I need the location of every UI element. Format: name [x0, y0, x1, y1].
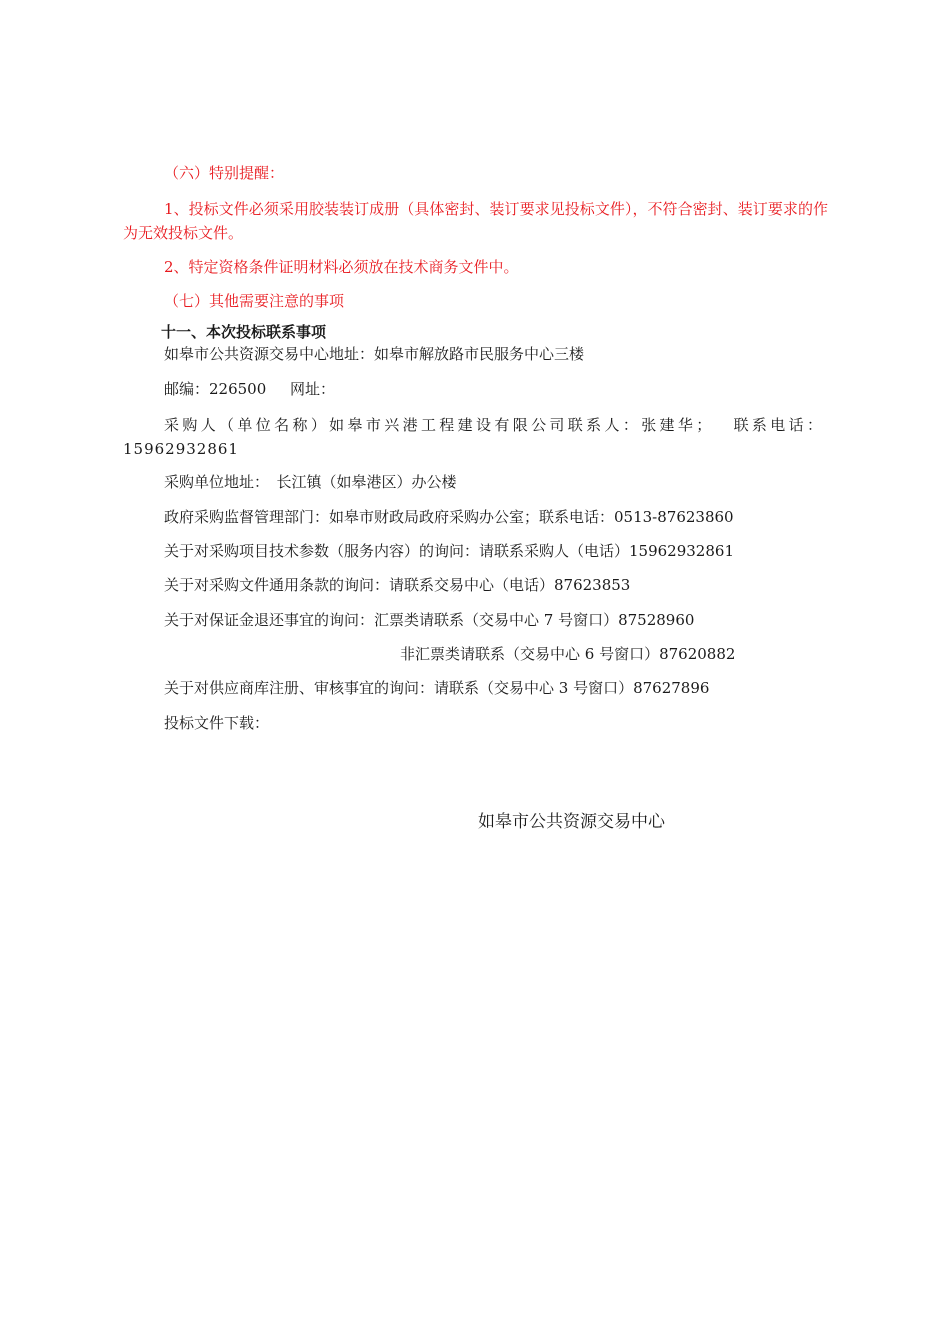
center-address: 如皋市公共资源交易中心地址：如皋市解放路市民服务中心三楼 — [164, 345, 585, 363]
notice-heading: （六）特别提醒： — [164, 164, 285, 182]
deposit-inquiry-2: 非汇票类请联系（交易中心 6 号窗口）87620882 — [400, 645, 736, 663]
tech-inquiry: 关于对采购项目技术参数（服务内容）的询问：请联系采购人（电话）15962932861 — [164, 542, 734, 560]
notice-item-1: 1、投标文件必须采用胶装装订成册（具体密封、装订要求见投标文件），不符合密封、装订要求的作为无效投标文件。 — [123, 200, 828, 242]
signature-org: 如皋市公共资源交易中心 — [478, 812, 665, 832]
postcode: 邮编：226500 — [164, 380, 267, 398]
contact-heading: 十一、本次投标联系事项 — [161, 323, 327, 341]
notice-item-2: 2、特定资格条件证明材料必须放在技术商务文件中。 — [164, 258, 519, 276]
supplier-inquiry: 关于对供应商库注册、审核事宜的询问：请联系（交易中心 3 号窗口）87627896 — [164, 679, 710, 697]
purchaser-address: 采购单位地址： 长江镇（如皋港区）办公楼 — [164, 473, 457, 491]
general-inquiry: 关于对采购文件通用条款的询问：请联系交易中心（电话）87623853 — [164, 576, 631, 594]
purchaser-contact: 采购人（单位名称）如皋市兴港工程建设有限公司联系人：张建华； 联系电话：15962932861 — [123, 416, 823, 458]
deposit-inquiry: 关于对保证金退还事宜的询问：汇票类请联系（交易中心 7 号窗口）87528960 — [164, 611, 695, 629]
supervision-dept: 政府采购监督管理部门：如皋市财政局政府采购办公室；联系电话：0513-87623860 — [164, 508, 734, 526]
website: 网址： — [290, 380, 336, 398]
download-label: 投标文件下载： — [164, 714, 270, 732]
other-notes-heading: （七）其他需要注意的事项 — [164, 292, 345, 310]
